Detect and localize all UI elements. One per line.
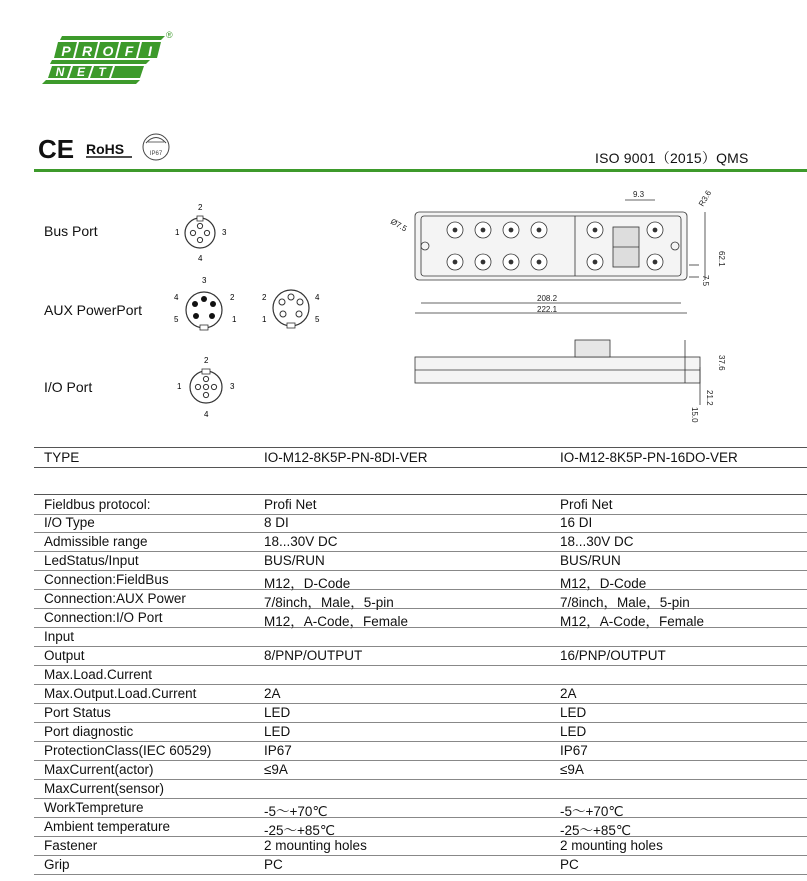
rohs-mark: RoHS — [86, 141, 125, 157]
pin-number: 1 — [175, 228, 180, 237]
pin-number: 3 — [202, 276, 207, 285]
pin-number: 3 — [230, 382, 235, 391]
row-label: Max.Output.Load.Current — [44, 686, 197, 701]
table-row — [34, 779, 807, 799]
row-label: Connection:I/O Port — [44, 610, 163, 625]
table-row — [34, 836, 807, 856]
table-row — [34, 722, 807, 742]
logo-letter: P — [61, 43, 71, 59]
row-value: Profi Net — [264, 497, 317, 512]
logo-letter: T — [98, 65, 106, 79]
logo-letter: E — [76, 65, 86, 79]
table-header-row — [34, 447, 807, 468]
row-value: -5～+70℃ — [264, 804, 328, 819]
pin-number: 1 — [262, 315, 267, 324]
dim-label: 208.2 — [537, 294, 558, 303]
row-label: Connection:AUX Power — [44, 591, 186, 606]
pin-number: 2 — [230, 293, 235, 302]
table-row — [34, 646, 807, 666]
row-label: Admissible range — [44, 534, 148, 549]
dim-label: R3.6 — [696, 188, 714, 208]
row-value: 16 DI — [560, 515, 593, 530]
table-row — [34, 760, 807, 780]
table-row — [34, 589, 807, 609]
table-row — [34, 627, 807, 647]
row-value: 2 mounting holes — [264, 838, 367, 853]
row-value: -5～+70℃ — [560, 804, 624, 819]
row-label: Connection:FieldBus — [44, 572, 169, 587]
logo-letter: R — [81, 43, 93, 59]
aux-port-pinout-male — [174, 276, 237, 330]
row-value: PC — [560, 857, 579, 872]
row-value: 2A — [560, 686, 577, 701]
pin-number: 2 — [198, 203, 203, 212]
row-label: Output — [44, 648, 85, 663]
row-label: Ambient temperature — [44, 819, 171, 834]
row-value: 2 mounting holes — [560, 838, 663, 853]
row-value: 18...30V DC — [560, 534, 634, 549]
pin-number: 2 — [204, 356, 209, 365]
logo-letter: I — [148, 43, 152, 59]
row-value: BUS/RUN — [560, 553, 621, 568]
pin-number: 5 — [174, 315, 179, 324]
dimension-drawing — [385, 185, 730, 430]
table-row — [34, 855, 807, 875]
pin-number: 4 — [198, 254, 203, 263]
row-label: Max.Load.Current — [44, 667, 153, 682]
logo-letter: O — [102, 43, 114, 59]
dim-label: 15.0 — [690, 407, 699, 423]
row-label: I/O Type — [44, 515, 95, 530]
aux-port-label: AUX PowerPort — [44, 302, 143, 318]
row-label: Fieldbus protocol: — [44, 497, 151, 512]
row-value: 16/PNP/OUTPUT — [560, 648, 666, 663]
row-value: IP67 — [560, 743, 588, 758]
type-label: TYPE — [44, 450, 80, 465]
ce-mark: CE — [38, 134, 75, 164]
dim-label: 7.5 — [701, 275, 710, 287]
row-label: MaxCurrent(sensor) — [44, 781, 165, 796]
table-row — [34, 570, 807, 590]
certification-marks — [38, 130, 198, 166]
row-value: Profi Net — [560, 497, 613, 512]
io-port-pinout — [177, 356, 235, 419]
row-label: Port diagnostic — [44, 724, 134, 739]
ip67-label: IP67 — [149, 151, 163, 157]
row-value: 18...30V DC — [264, 534, 338, 549]
bus-port-pinout — [175, 203, 227, 263]
row-value: BUS/RUN — [264, 553, 325, 568]
io-port-label: I/O Port — [44, 379, 93, 395]
row-label: WorkTempreture — [44, 800, 144, 815]
table-row — [34, 494, 807, 515]
logo-letter: N — [55, 65, 65, 79]
row-value: PC — [264, 857, 283, 872]
dim-label: 21.2 — [705, 390, 714, 406]
row-label: MaxCurrent(actor) — [44, 762, 154, 777]
row-value: LED — [264, 705, 291, 720]
table-row — [34, 684, 807, 704]
dim-label: 37.6 — [717, 355, 726, 371]
table-row — [34, 665, 807, 685]
row-value: M12，A-Code，Female — [560, 614, 705, 629]
pin-number: 1 — [177, 382, 182, 391]
aux-port-pinout-female — [262, 290, 320, 328]
row-value: -25～+85℃ — [264, 823, 336, 838]
row-value: LED — [560, 705, 587, 720]
model-a: IO-M12-8K5P-PN-8DI-VER — [264, 450, 428, 465]
logo-letter: F — [124, 43, 134, 59]
table-row — [34, 798, 807, 818]
table-row — [34, 608, 807, 628]
dim-label: Ø7.5 — [389, 216, 409, 234]
row-label: Grip — [44, 857, 70, 872]
row-label: Port Status — [44, 705, 111, 720]
row-value: M12，D-Code — [560, 576, 647, 591]
row-value: IP67 — [264, 743, 292, 758]
row-value: ≤9A — [560, 762, 584, 777]
row-value: -25～+85℃ — [560, 823, 632, 838]
pin-number: 4 — [315, 293, 320, 302]
profinet-logo — [40, 28, 175, 88]
ip67-icon — [143, 134, 169, 160]
row-value: 2A — [264, 686, 281, 701]
row-value: M12，A-Code，Female — [264, 614, 409, 629]
row-value: 8/PNP/OUTPUT — [264, 648, 363, 663]
pin-number: 4 — [174, 293, 179, 302]
row-value: LED — [560, 724, 587, 739]
table-row — [34, 551, 807, 571]
pin-number: 4 — [204, 410, 209, 419]
registered-mark: ® — [166, 30, 173, 40]
divider-line — [34, 169, 807, 172]
row-value: M12，D-Code — [264, 576, 351, 591]
row-value: 7/8inch，Male，5-pin — [560, 595, 690, 610]
row-value: 8 DI — [264, 515, 289, 530]
iso-text: ISO 9001（2015）QMS — [595, 150, 749, 166]
pin-number: 1 — [232, 315, 237, 324]
row-value: LED — [264, 724, 291, 739]
table-row — [34, 741, 807, 761]
row-label: LedStatus/Input — [44, 553, 139, 568]
dim-label: 9.3 — [633, 190, 645, 199]
pin-number: 2 — [262, 293, 267, 302]
table-row — [34, 817, 807, 837]
model-b: IO-M12-8K5P-PN-16DO-VER — [560, 450, 738, 465]
table-row — [34, 513, 807, 533]
table-row — [34, 532, 807, 552]
pin-number: 3 — [222, 228, 227, 237]
row-label: Input — [44, 629, 75, 644]
row-value: 7/8inch，Male，5-pin — [264, 595, 394, 610]
bus-port-label: Bus Port — [44, 223, 98, 239]
row-value: ≤9A — [264, 762, 288, 777]
table-row — [34, 703, 807, 723]
row-label: ProtectionClass(IEC 60529) — [44, 743, 212, 758]
row-label: Fastener — [44, 838, 98, 853]
dim-label: 62.1 — [717, 251, 726, 267]
dim-label: 222.1 — [537, 305, 558, 314]
pin-number: 5 — [315, 315, 320, 324]
